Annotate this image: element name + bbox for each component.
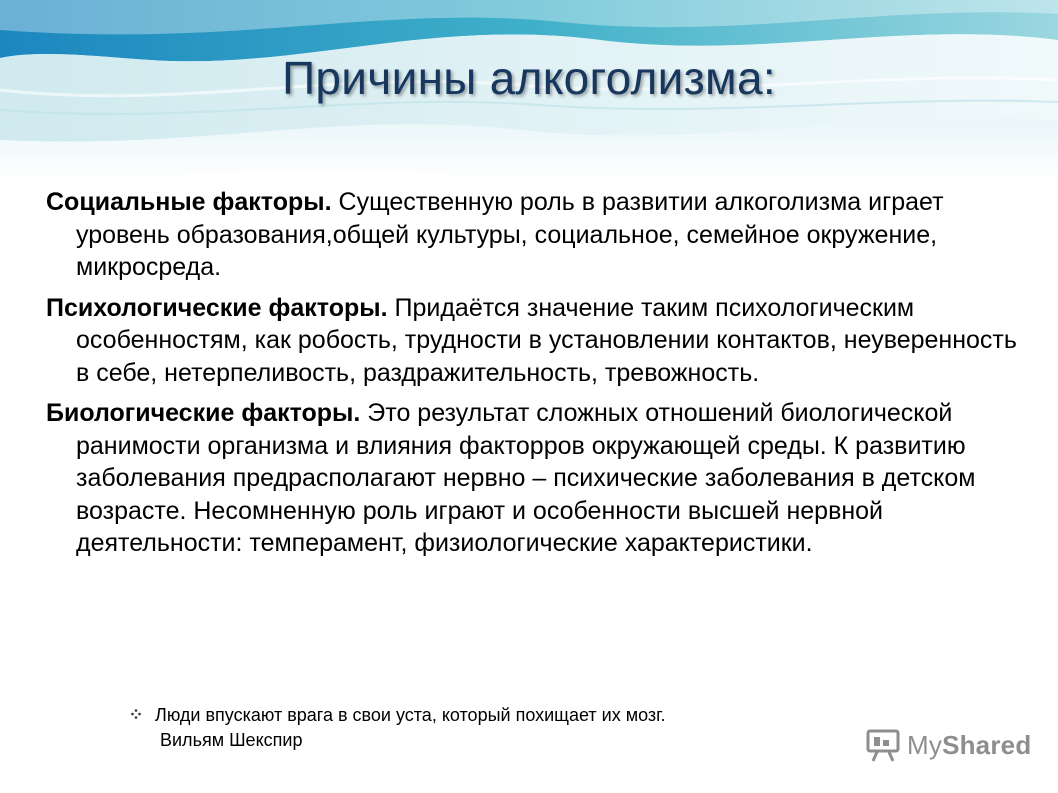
paragraph-text: Придаётся значение таким психологическим особенностям, как робость, трудности в установлении контактов, неуверенность в себе, нетерпеливость, раздражительность, тревожность. xyxy=(76,293,1017,387)
presentation-board-icon xyxy=(865,728,903,762)
watermark-brand-my: My xyxy=(907,729,943,760)
paragraph-heading: Психологические факторы. xyxy=(46,293,388,322)
paragraph-heading: Биологические факторы. xyxy=(46,399,361,427)
content-body xyxy=(46,186,1036,568)
diamond-dots-bullet-icon xyxy=(131,704,155,728)
paragraph-text: Это результат сложных отношений биологической ранимости организма и влияния факторров окружающей среды. К развитию заболевания предрасполагают нервно – психические заболевания в детском возрасте. Несомненную роль играют и особенности высшей нервной деятельности: темперамент, физиологические характеристики. xyxy=(76,399,976,557)
quote-author: Вильям Шекспир xyxy=(160,730,303,751)
paragraph-text: Существенную роль в развитии алкоголизма играет уровень образования,общей культуры, социальное, семейное окружение, микросреда. xyxy=(76,188,944,281)
watermark-brand-shared: Shared xyxy=(942,729,1032,760)
paragraph-heading: Социальные факторы. xyxy=(46,188,332,216)
watermark xyxy=(865,728,1031,762)
quote-text: Люди впускают врага в свои уста, который похищает их мозг. xyxy=(155,705,666,725)
slide-title: Причины алкоголизма: xyxy=(282,52,776,104)
paragraph-psychological xyxy=(46,292,1036,390)
quote xyxy=(131,703,666,752)
paragraph-social xyxy=(46,186,1036,284)
paragraph-biological xyxy=(46,397,1036,560)
